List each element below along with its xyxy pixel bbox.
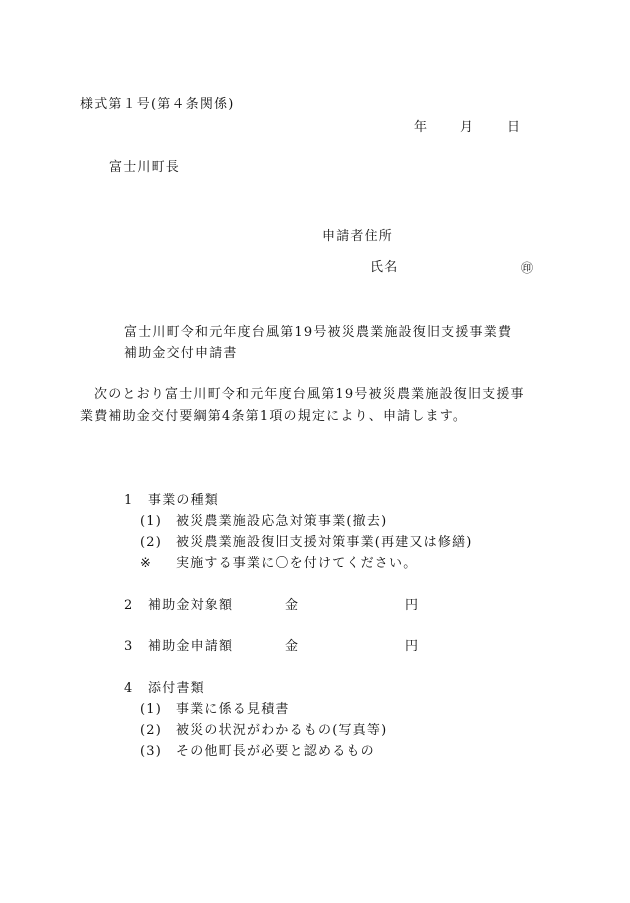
item1-option1-text: 被災農業施設応急対策事業(撤去) [176,514,388,529]
item2-currency-prefix: 金 [285,598,300,613]
date-day-label: 日 [507,120,522,135]
item4-doc1-number: (1) [140,702,163,717]
addressee: 富士川町長 [109,160,181,175]
document-title-line2: 補助金交付申請書 [124,346,238,361]
item4-doc2-text: 被災の状況がわかるもの(写真等) [176,723,388,738]
item3-currency-prefix: 金 [285,639,300,654]
item1-note-mark: ※ [140,556,153,571]
item3-label: 補助金申請額 [148,639,234,654]
document-title-line1: 富士川町令和元年度台風第19号被災農業施設復旧支援事業費 [124,325,513,340]
seal-mark-text: ㊞ [521,261,534,275]
seal-mark [521,259,533,278]
item1-note-text: 実施する事業に〇を付けてください。 [176,556,418,571]
item3-number: 3 [124,639,134,654]
form-label: 様式第１号(第４条関係) [80,97,235,112]
item4-doc2 [140,722,387,740]
item2-heading [124,597,233,615]
item4-label: 添付書類 [148,681,205,696]
item1-option2-number: (2) [140,535,163,550]
item4-doc3 [140,743,375,761]
applicant-address-label: 申請者住所 [322,229,394,244]
item1-number: 1 [124,493,134,508]
item1-option1-number: (1) [140,514,163,529]
item1-option1 [140,513,387,531]
date-month-label: 月 [460,120,475,135]
item2-label: 補助金対象額 [148,598,234,613]
item3-currency-suffix: 円 [405,639,420,654]
body-line2: 業費補助金交付要綱第4条第1項の規定により、申請します。 [80,409,468,424]
item1-note [140,555,417,573]
item4-doc3-number: (3) [140,744,163,759]
item2-currency-suffix: 円 [405,598,420,613]
item4-doc3-text: その他町長が必要と認めるもの [176,744,375,759]
item1-option2 [140,534,473,552]
body-line1: 次のとおり富士川町令和元年度台風第19号被災農業施設復旧支援事 [94,387,525,402]
applicant-name-label: 氏名 [370,260,399,275]
item4-number: 4 [124,681,134,696]
item4-doc2-number: (2) [140,723,163,738]
item4-doc1-text: 事業に係る見積書 [176,702,290,717]
item2-number: 2 [124,598,134,613]
item4-doc1 [140,701,290,719]
item1-label: 事業の種類 [148,493,220,508]
date-year-label: 年 [414,120,429,135]
item1-heading [124,492,219,510]
item4-heading [124,680,205,698]
item3-heading [124,638,233,656]
item1-option2-text: 被災農業施設復旧支援対策事業(再建又は修繕) [176,535,473,550]
